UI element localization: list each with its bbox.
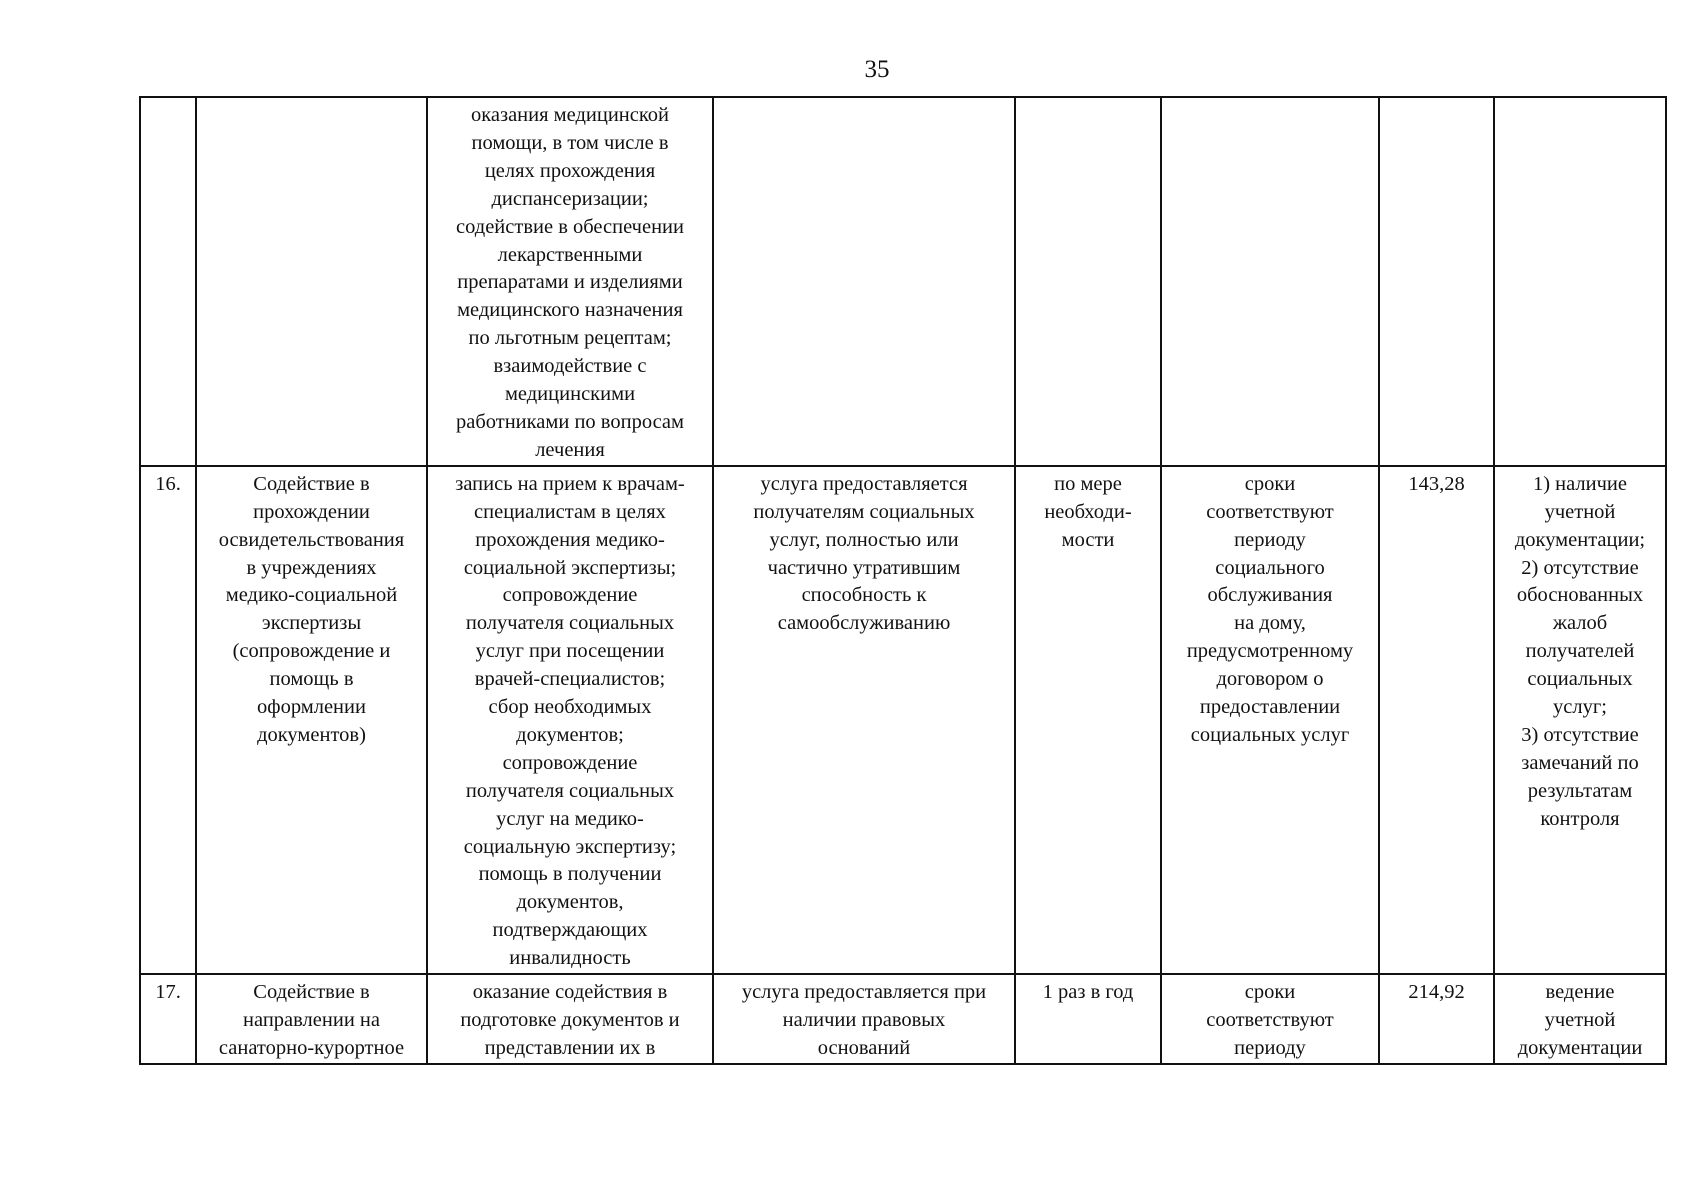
cell-line: лечения <box>535 438 605 461</box>
cell-frequency <box>1015 97 1161 466</box>
cell-line: соответствуют <box>1206 500 1334 523</box>
cell-line: жалоб <box>1552 612 1608 635</box>
cell-line: представлении их в <box>484 1036 656 1059</box>
cell-line: договором о <box>1216 668 1324 691</box>
cell-frequency <box>1015 466 1161 974</box>
cell-line: услуг при посещении <box>475 640 665 663</box>
cell-conditions <box>713 97 1015 466</box>
cell-line: 1) наличие <box>1532 472 1628 495</box>
cell-line: сопровождение <box>502 751 638 774</box>
cell-line: социальной экспертизы; <box>463 556 677 579</box>
cell-line: медико-социальной <box>225 584 398 607</box>
cell-line: получателя социальных <box>465 779 675 802</box>
cell-line: освидетельствования <box>218 528 405 551</box>
cell-line: 3) отсутствие <box>1521 723 1639 746</box>
cell-line: документации; <box>1514 528 1646 551</box>
cell-line: по мере <box>1054 472 1122 495</box>
cell-line: по льготным рецептам; <box>468 327 672 350</box>
cell-line: Содействие в <box>253 472 370 495</box>
cell-line: оформлении <box>257 696 366 719</box>
cell-service-name <box>196 974 427 1064</box>
cell-line: социального <box>1215 556 1325 579</box>
cell-line: целях прохождения <box>484 159 656 182</box>
cell-terms <box>1161 466 1379 974</box>
cell-line: услуг на медико- <box>496 807 644 830</box>
cell-quality <box>1494 466 1666 974</box>
cell-service-name <box>196 466 427 974</box>
cell-line: мости <box>1061 528 1115 551</box>
cell-line: получателей <box>1525 640 1635 663</box>
cell-line: результатам <box>1527 779 1633 802</box>
cell-terms <box>1161 97 1379 466</box>
cell-line: медицинскими <box>504 383 636 406</box>
cell-line: медицинского назначения <box>457 299 683 322</box>
cell-line: сбор необходимых <box>488 696 652 719</box>
cell-line: необходи- <box>1044 500 1132 523</box>
cell-line: замечаний по <box>1521 751 1639 774</box>
cell-line: помощи, в том числе в <box>471 131 669 154</box>
cell-line: сопровождение <box>502 584 638 607</box>
cell-line: лекарственными <box>497 243 643 266</box>
cell-line: документов) <box>257 723 366 746</box>
table-row <box>140 466 1666 974</box>
cell-tariff <box>1379 97 1494 466</box>
cell-line: частично утратившим <box>767 556 961 579</box>
cell-line: запись на прием к врачам- <box>455 472 685 495</box>
cell-tariff: 143,28 <box>1379 466 1494 974</box>
cell-line: учетной <box>1544 1009 1616 1031</box>
cell-service-content <box>427 466 713 974</box>
cell-line: оказания медицинской <box>470 104 670 126</box>
cell-line: подтверждающих <box>492 919 648 942</box>
cell-line: врачей-специалистов; <box>474 668 666 691</box>
cell-line: инвалидность <box>509 947 631 970</box>
cell-line: контроля <box>1540 807 1620 830</box>
cell-line: взаимодействие с <box>493 355 647 378</box>
cell-tariff: 214,92 <box>1379 974 1494 1064</box>
cell-service-content <box>427 974 713 1064</box>
cell-line: 1 раз в год <box>1042 981 1134 1004</box>
cell-line: в учреждениях <box>246 556 377 579</box>
cell-line: диспансеризации; <box>491 187 649 210</box>
cell-line: направлении на <box>243 1009 380 1031</box>
cell-line: услуг, полностью или <box>769 528 959 551</box>
cell-line: (сопровождение и <box>232 640 391 663</box>
cell-terms <box>1161 974 1379 1064</box>
cell-line: способность к <box>801 584 927 607</box>
cell-line: обслуживания <box>1207 584 1333 607</box>
table-row <box>140 974 1666 1064</box>
cell-line: оказание содействия в <box>472 981 668 1004</box>
cell-line: учетной <box>1544 500 1616 523</box>
cell-number: 17. <box>140 974 196 1064</box>
cell-line: санаторно-курортное <box>218 1036 405 1059</box>
cell-line: сроки <box>1244 981 1296 1004</box>
cell-line: документов, <box>516 891 624 914</box>
cell-conditions <box>713 974 1015 1064</box>
cell-line: социальную экспертизу; <box>463 835 677 858</box>
cell-quality <box>1494 974 1666 1064</box>
cell-service-name <box>196 97 427 466</box>
cell-number <box>140 97 196 466</box>
cell-line: прохождении <box>253 500 370 523</box>
cell-line: 2) отсутствие <box>1521 556 1639 579</box>
cell-line: услуга предоставляется при <box>741 981 987 1004</box>
table-row <box>140 97 1666 466</box>
cell-line: услуга предоставляется <box>760 472 968 495</box>
cell-line: ведение <box>1545 981 1615 1004</box>
cell-line: экспертизы <box>261 612 362 635</box>
cell-quality <box>1494 97 1666 466</box>
cell-service-content <box>427 97 713 466</box>
cell-line: оснований <box>817 1036 911 1059</box>
cell-line: социальных <box>1527 668 1633 691</box>
cell-line: специалистам в целях <box>474 500 666 523</box>
cell-line: соответствуют <box>1206 1009 1334 1031</box>
cell-line: получателям социальных <box>753 500 975 523</box>
cell-line: препаратами и изделиями <box>457 271 683 294</box>
cell-line: документации <box>1517 1036 1643 1059</box>
cell-line: периоду <box>1234 1036 1306 1059</box>
page-number: 35 <box>864 56 890 83</box>
cell-line: содействие в обеспечении <box>456 215 684 238</box>
cell-line: получателя социальных <box>465 612 675 635</box>
cell-line: услуг; <box>1553 696 1607 719</box>
cell-line: помощь в получении <box>478 863 662 886</box>
cell-line: социальных услуг <box>1190 723 1350 746</box>
cell-line: обоснованных <box>1516 584 1644 607</box>
cell-line: наличии правовых <box>782 1009 946 1031</box>
cell-line: на дому, <box>1234 612 1306 635</box>
cell-line: документов; <box>516 723 624 746</box>
cell-frequency <box>1015 974 1161 1064</box>
cell-number: 16. <box>140 466 196 974</box>
cell-line: сроки <box>1244 472 1296 495</box>
cell-line: периоду <box>1234 528 1306 551</box>
cell-line: помощь в <box>269 668 354 691</box>
cell-line: предусмотренному <box>1186 640 1354 663</box>
cell-line: самообслуживанию <box>777 612 951 635</box>
cell-conditions <box>713 466 1015 974</box>
cell-line: Содействие в <box>253 981 370 1004</box>
cell-line: работниками по вопросам <box>455 410 684 433</box>
cell-line: подготовке документов и <box>460 1009 680 1031</box>
cell-line: предоставлении <box>1199 696 1341 719</box>
cell-line: прохождения медико- <box>475 528 665 551</box>
services-table <box>139 96 1667 1065</box>
